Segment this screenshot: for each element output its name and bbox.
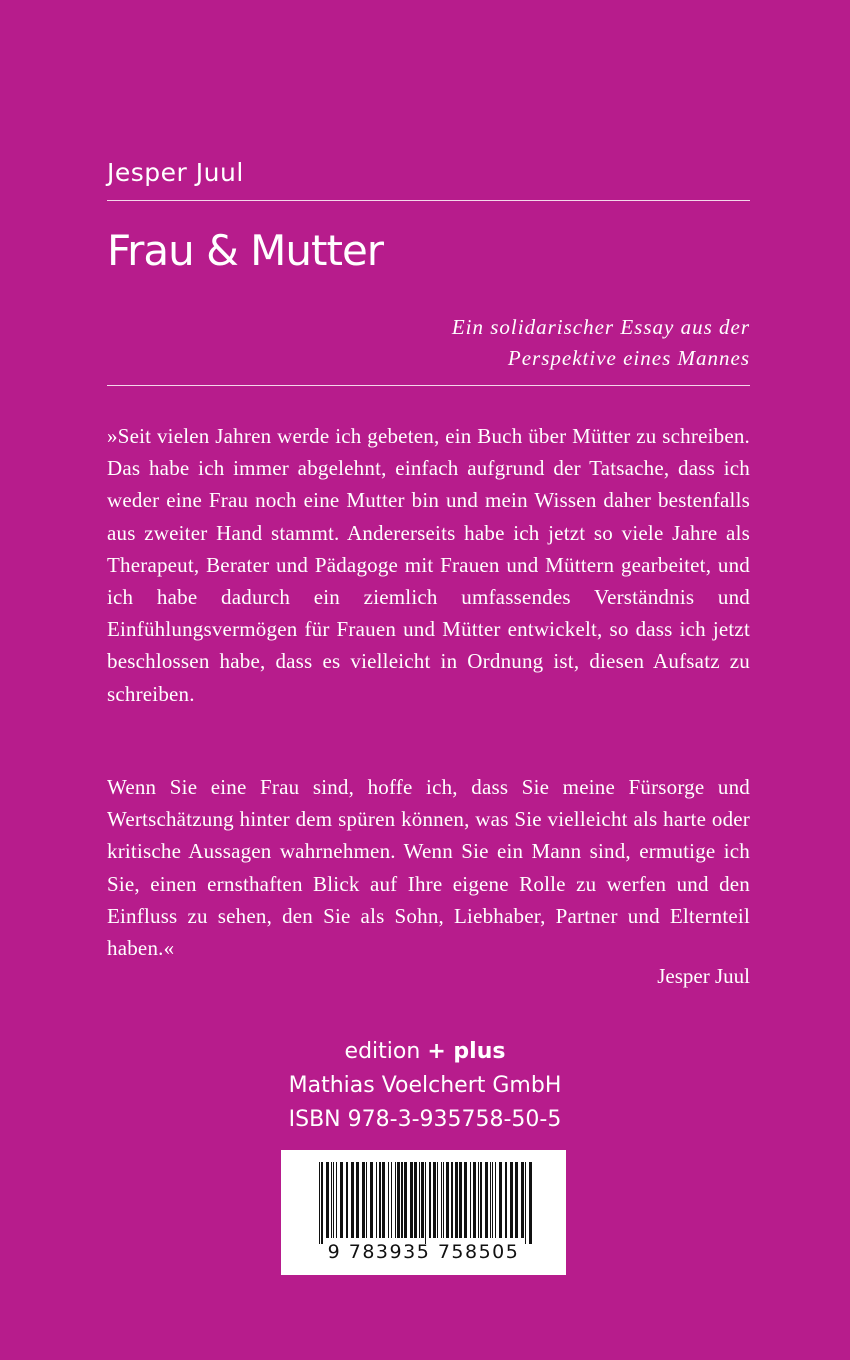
barcode-bar [326,1162,329,1238]
barcode-bar [395,1162,396,1238]
series-name [220,1035,630,1069]
quote-signature: Jesper Juul [657,964,750,988]
barcode-bar [376,1162,377,1238]
barcode-bar [336,1162,337,1238]
barcode-bar [362,1162,365,1238]
subtitle [350,312,750,374]
barcode-bar [478,1162,479,1238]
author-name: Jesper Juul [107,158,244,187]
barcode-bar [525,1162,526,1244]
barcode-bar [515,1162,518,1238]
barcode-bar [499,1162,502,1238]
barcode-bar [455,1162,458,1238]
barcode-bar [421,1162,424,1238]
subtitle-line-1: Ein solidarischer Essay aus der [451,315,750,339]
quote-paragraph-1: »Seit vielen Jahren werde ich gebeten, ein Buch über Mütter zu schreiben. Das habe ich immer abgelehnt, einfach aufgrund der Tatsache, dass ich weder eine Frau noch eine Mutter bin und mein Wissen daher bestenfalls aus zweiter Hand stammt. Andererseits habe ich jetzt so viele Jahre als Therapeut, Berater und Pädagoge mit Frauen und Müttern gearbeitet, und ich habe dadurch ein ziemlich umfassendes Verständnis und Einfühlungsvermögen für Frauen und Mütter entwickelt, so dass ich jetzt beschlossen habe, dass es vielleicht in Ordnung ist, diesen Aufsatz zu schreiben. [107,424,750,706]
book-title: Frau & Mutter [107,226,384,275]
barcode-bar [451,1162,453,1238]
barcode-bar [321,1162,323,1244]
publisher-block [220,1035,630,1137]
barcode-bar [485,1162,488,1238]
barcode-bar [419,1162,420,1238]
barcode-bar [495,1162,496,1238]
barcode-bar [464,1162,467,1238]
barcode-bar [382,1162,385,1238]
barcode-bar [370,1162,373,1238]
barcode-bar [470,1162,471,1238]
barcode-bar [505,1162,507,1238]
barcode-bar [351,1162,354,1238]
barcode-bar [333,1162,334,1238]
barcode-bar [319,1162,320,1244]
barcode-bar [446,1162,449,1238]
barcode-bar [331,1162,332,1238]
barcode-digits: 9 783935 758505 [327,1241,520,1263]
publisher-name: Mathias Voelchert GmbH [288,1073,562,1098]
barcode-bar [346,1162,348,1238]
barcode [281,1150,566,1275]
quote-paragraph-2: Wenn Sie eine Frau sind, hoffe ich, dass Sie meine Fürsorge und Wertschätzung hinter dem spüren können, was Sie vielleicht als harte oder kritische Aussagen wahrnehmen. Wenn Sie ein Mann sind, ermutige ich Sie, einen ernsthaften Blick auf Ihre eigene Rolle zu werfen und den Einfluss zu sehen, den Sie als Sohn, Liebhaber, Partner und Elternteil haben.« [107,775,750,961]
barcode-bar [473,1162,476,1238]
barcode-bar [356,1162,359,1238]
barcode-bar [366,1162,367,1238]
barcode-bar [459,1162,462,1238]
subtitle-line-2: Perspektive eines Mannes [507,346,750,370]
barcode-bar [521,1162,524,1238]
barcode-bar [401,1162,403,1238]
barcode-bar [388,1162,389,1238]
barcode-bar [414,1162,417,1238]
barcode-bar [443,1162,444,1238]
barcode-bar [429,1162,431,1238]
barcode-bar [433,1162,436,1238]
barcode-bar [391,1162,392,1238]
barcode-bar [480,1162,482,1238]
series-suffix: + plus [427,1039,506,1064]
barcode-bar [441,1162,442,1238]
barcode-bar [529,1162,532,1244]
isbn: ISBN 978-3-935758-50-5 [288,1107,562,1132]
barcode-bar [490,1162,491,1238]
barcode-bar [425,1162,426,1244]
barcode-bar [340,1162,343,1238]
barcode-bar [410,1162,413,1238]
top-divider [107,200,750,201]
middle-divider [107,385,750,386]
barcode-bar [379,1162,381,1238]
series-prefix: edition [344,1039,421,1064]
barcode-bar [437,1162,438,1238]
barcode-bar [404,1162,407,1238]
barcode-bar [492,1162,493,1238]
barcode-bar [510,1162,513,1238]
barcode-bar [397,1162,400,1238]
